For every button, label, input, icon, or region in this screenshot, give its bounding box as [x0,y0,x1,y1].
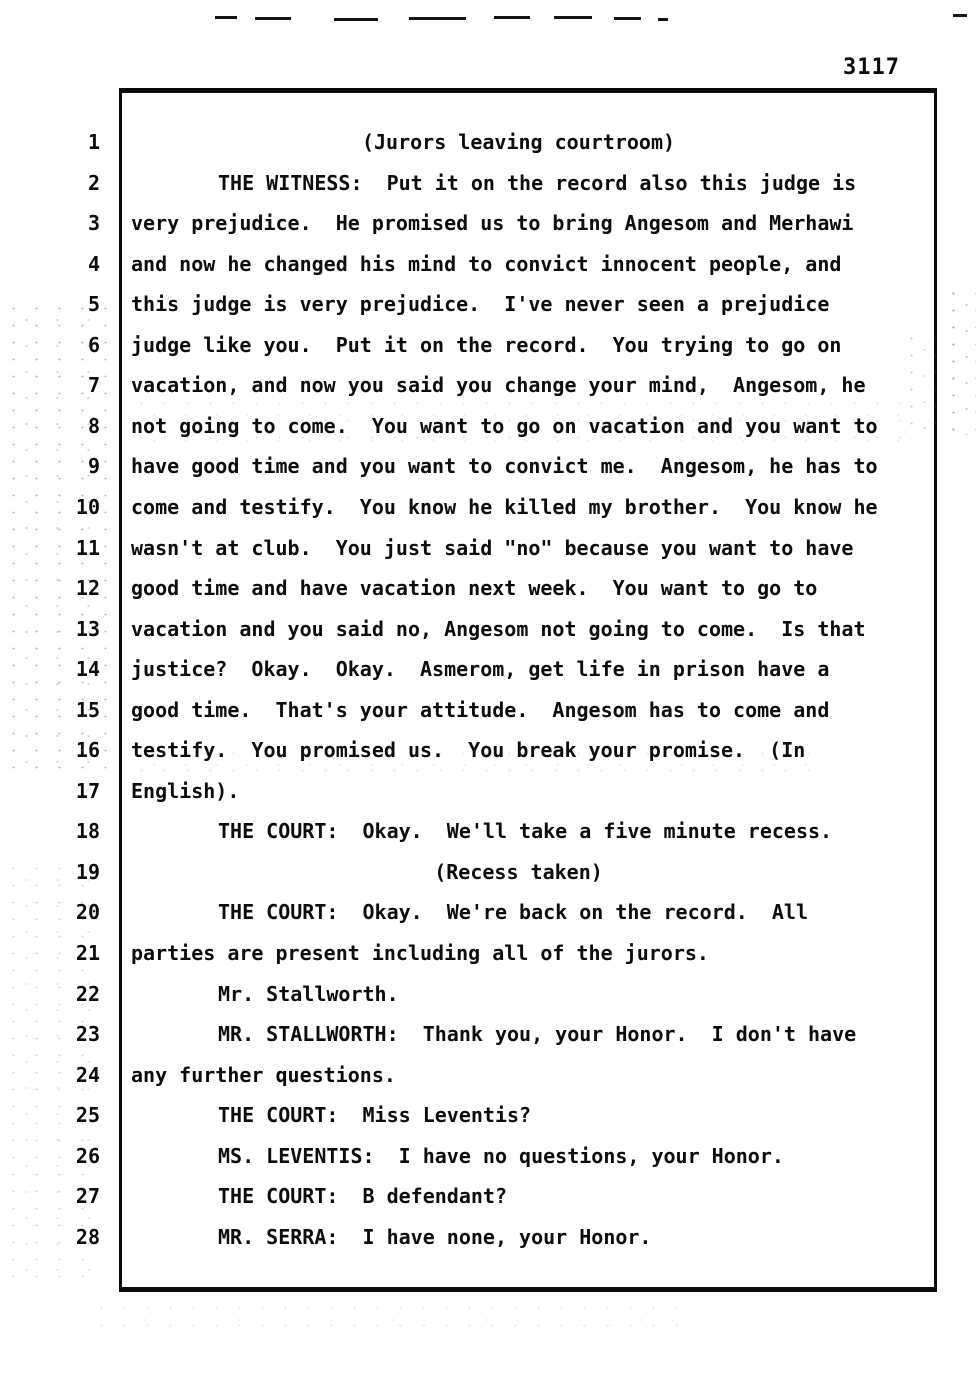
line-text: have good time and you want to convict me. Angesom, he has to [131,454,878,479]
line-text: not going to come. You want to go on vacation and you want to [131,413,878,438]
line-text: THE COURT: B defendant? [218,1184,507,1209]
line-text: THE COURT: Okay. We're back on the record. All [218,900,809,925]
page-number: 3117 [843,55,900,80]
line-text: this judge is very prejudice. I've never seen a prejudice [131,292,830,317]
line-number: 25 [75,1103,100,1128]
transcript-line [0,495,978,523]
transcript-line [0,1103,978,1131]
scan-dash [215,16,237,19]
line-number: 7 [87,373,100,398]
scan-dash [409,17,466,20]
transcript-line [0,292,978,320]
line-text: THE COURT: Okay. We'll take a five minute recess. [218,819,833,844]
line-text: (Jurors leaving courtroom) [361,130,676,154]
line-number: 16 [75,738,100,763]
transcript-line [0,373,978,401]
line-text: vacation and you said no, Angesom not going to come. Is that [131,616,866,641]
line-text: MS. LEVENTIS: I have no questions, your Honor. [218,1143,784,1168]
line-number: 13 [75,616,100,641]
line-text: any further questions. [131,1062,396,1087]
transcript-line [0,252,978,280]
line-number: 28 [75,1224,100,1249]
transcript-line [0,211,978,239]
transcript-line [0,900,978,928]
scan-dash [494,16,530,19]
line-number: 21 [75,941,100,965]
line-number: 14 [75,657,100,682]
line-number: 15 [75,697,100,722]
line-text: THE WITNESS: Put it on the record also this judge is [218,170,857,195]
line-number: 6 [87,332,100,357]
transcript-line [0,657,978,685]
line-number: 10 [75,494,100,519]
scan-dash [334,18,378,21]
scan-dash [255,17,291,20]
transcript-line [0,617,978,645]
line-number: 26 [75,1143,100,1168]
line-number: 3 [87,211,100,236]
line-number: 22 [75,981,100,1006]
line-text: come and testify. You know he killed my brother. You know he [131,494,878,519]
transcript-line [0,130,978,158]
line-number: 27 [75,1184,100,1209]
line-number: 23 [75,1022,100,1047]
line-number: 5 [87,292,100,317]
scan-dash [953,14,967,17]
line-text: testify. You promised us. You break your promise. (In [131,738,806,763]
line-text: very prejudice. He promised us to bring Angesom and Merhawi [131,211,854,236]
line-number: 20 [75,900,100,925]
line-text: Mr. Stallworth. [218,981,399,1006]
transcript-line [0,819,978,847]
transcript-line [0,333,978,361]
transcript-line [0,171,978,199]
transcript-line [0,1144,978,1172]
line-text: MR. SERRA: I have none, your Honor. [218,1224,652,1249]
line-text: justice? Okay. Okay. Asmerom, get life in prison have a [131,657,830,682]
transcript-line [0,738,978,766]
line-number: 17 [75,778,100,803]
line-number: 9 [87,454,100,479]
line-text: judge like you. Put it on the record. You trying to go on [131,332,842,357]
scan-noise [90,1300,690,1340]
transcript-line [0,860,978,888]
line-number: 19 [75,859,100,884]
line-text: English). [131,778,240,803]
line-number: 18 [75,819,100,844]
line-text: (Recess taken) [434,859,603,884]
transcript-line [0,779,978,807]
line-text: MR. STALLWORTH: Thank you, your Honor. I don't have [218,1022,857,1047]
line-number: 4 [87,251,100,276]
line-text: THE COURT: Miss Leventis? [218,1103,532,1128]
transcript-line [0,1184,978,1212]
transcript-line [0,414,978,442]
transcript-line [0,1022,978,1050]
transcript-line [0,576,978,604]
line-number: 11 [75,535,100,560]
line-number: 24 [75,1062,100,1087]
line-text: parties are present including all of the jurors. [131,941,709,965]
transcript-line [0,982,978,1010]
transcript-line [0,941,978,969]
transcript-line [0,454,978,482]
line-text: good time and have vacation next week. You want to go to [131,576,818,601]
line-number: 2 [87,170,100,195]
transcript-line [0,1225,978,1253]
line-text: wasn't at club. You just said "no" because you want to have [131,535,854,560]
scan-dash [614,17,641,20]
scan-dash [554,16,592,19]
line-text: vacation, and now you said you change your mind, Angesom, he [131,373,866,398]
line-text: good time. That's your attitude. Angesom has to come and [131,697,830,722]
scan-dash [658,18,668,21]
line-text: and now he changed his mind to convict innocent people, and [131,251,842,276]
transcript-line [0,1063,978,1091]
line-number: 12 [75,576,100,601]
transcript-line [0,536,978,564]
line-number: 8 [87,413,100,438]
line-number: 1 [87,130,100,154]
transcript-line [0,698,978,726]
